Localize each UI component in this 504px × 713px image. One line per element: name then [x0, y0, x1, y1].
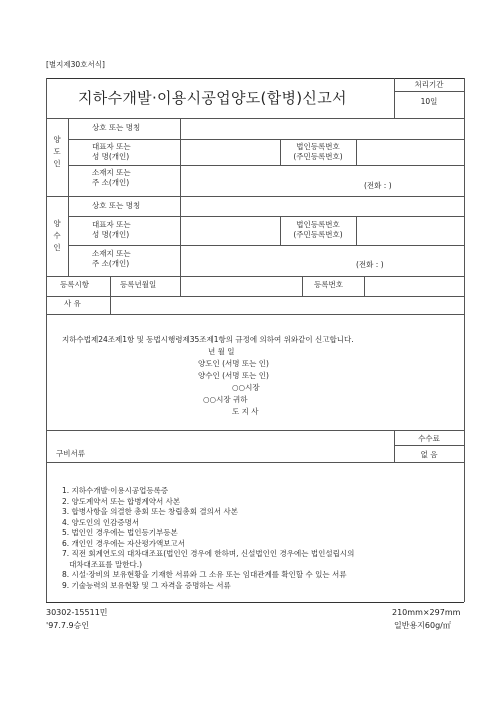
reg-col-1: [110, 276, 111, 296]
fee-divider: [394, 445, 464, 446]
transferee-signature-line: 양수인 (서명 또는 인): [198, 371, 269, 380]
declaration-bottom-line: [46, 430, 464, 431]
transferee-address-label: 소재지 또는 주 소(개인): [92, 249, 131, 269]
transferor-corp-number-label: 법인등록번호 (주민등록번호): [293, 142, 343, 162]
form-title: 지하수개발·이용시공업양도(합병)신고서: [78, 89, 347, 107]
reason-label: 사 유: [64, 299, 81, 308]
declaration-date-line: 년 월 일: [208, 347, 235, 356]
transferee-business-name-label: 상호 또는 명칭: [92, 201, 141, 210]
form-code: 30302-15511민: [46, 608, 108, 617]
transferee-representative-label: 대표자 또는 성 명(개인): [92, 220, 131, 240]
registration-number-label: 등록번호: [314, 280, 343, 289]
transferor-col-line: [68, 118, 69, 196]
document-item: 9. 기술능력의 보유현황 및 그 자격을 증명하는 서류: [62, 580, 231, 590]
document-item: 2. 양도계약서 또는 합병계약서 사본: [62, 496, 181, 506]
required-documents-label: 구비서류: [56, 449, 85, 458]
document-item: 5. 법인인 경우에는 법인등기부등본: [62, 528, 178, 537]
transferee-phone-label: (전화 : ): [356, 260, 384, 269]
transferee-col-line: [68, 196, 69, 276]
transferor-representative-label: 대표자 또는 성 명(개인): [92, 142, 131, 162]
transferor-signature-line: 양도인 (서명 또는 인): [198, 359, 269, 368]
paper-type: 일반용지60g/㎡: [394, 621, 451, 630]
transferor-corp-col-right: [356, 139, 357, 165]
registration-line: [46, 296, 464, 297]
frame-bottom: [46, 602, 464, 603]
frame-top: [46, 78, 464, 79]
transferee-line-1: [68, 216, 464, 217]
transferor-section-label: 양 도 인: [53, 135, 61, 168]
document-item: 4. 양도인의 인감증명서: [62, 517, 140, 527]
frame-right: [464, 78, 465, 602]
transferee-line-2: [68, 245, 464, 246]
documents-header-line: [46, 462, 464, 463]
reason-col: [110, 296, 111, 314]
document-item: 대차대조표를 말한다.): [62, 559, 143, 569]
processing-period-label: 처리기간: [414, 80, 444, 89]
fee-value: 없 음: [420, 450, 438, 459]
approval-date: '97.7.9승인: [46, 621, 90, 630]
document-item: 1. 지하수개발·이용시공업등록증: [62, 486, 169, 495]
transferor-value-col: [180, 118, 181, 196]
form-number: [별지제30호서식]: [46, 60, 105, 69]
recipient-line-2: ○○시장 귀하: [203, 395, 248, 404]
document-item: 3. 합병사항을 의결한 총회 또는 창립총회 결의서 사본: [62, 507, 238, 516]
declaration-statement: 지하수법제24조제1항 및 동법시행령제35조제1항의 규정에 의하여 위와같이 신고합니다.: [62, 335, 354, 344]
transferor-business-name-label: 상호 또는 명칭: [92, 123, 141, 132]
registration-item-label: 등록시항: [60, 280, 89, 289]
registration-date-label: 등록년월일: [120, 280, 157, 289]
transferee-corp-col-right: [356, 216, 357, 245]
transferor-line-2: [68, 165, 464, 166]
required-documents-list: [62, 486, 460, 591]
transferee-value-col: [180, 196, 181, 276]
reason-line: [46, 314, 464, 315]
transferor-line-1: [68, 139, 464, 140]
reg-col-3: [302, 276, 303, 296]
transferee-corp-number-label: 법인등록번호 (주민등록번호): [293, 220, 343, 240]
reg-col-2: [180, 276, 181, 296]
section-divider-1: [46, 196, 464, 197]
document-item: 8. 시설·장비의 보유현황을 기재한 서류와 그 소유 또는 임대관계를 확인할 수 있는 서류: [62, 570, 347, 579]
document-item: 6. 개인인 경우에는 자산평가액보고서: [62, 538, 185, 548]
fee-label: 수수료: [418, 434, 440, 443]
processing-box-divider: [394, 91, 464, 92]
transferee-section-label: 양 수 인: [53, 219, 61, 252]
reg-col-4: [364, 276, 365, 296]
recipient-line-1: ○○시장: [232, 383, 260, 392]
processing-period-value: 10일: [420, 97, 438, 106]
document-item: 7. 직전 회계연도의 대차대조표(법인인 경우에 한하며, 신설법인인 경우에는 법인설립시의: [62, 549, 355, 558]
transferor-phone-label: (전화 : ): [364, 181, 392, 190]
title-bottom-line: [46, 118, 464, 119]
section-divider-2: [46, 276, 464, 277]
recipient-line-3: 도 지 사: [232, 407, 259, 416]
paper-size: 210mm×297mm: [392, 608, 461, 617]
transferor-address-label: 소재지 또는 주 소(개인): [92, 168, 131, 188]
